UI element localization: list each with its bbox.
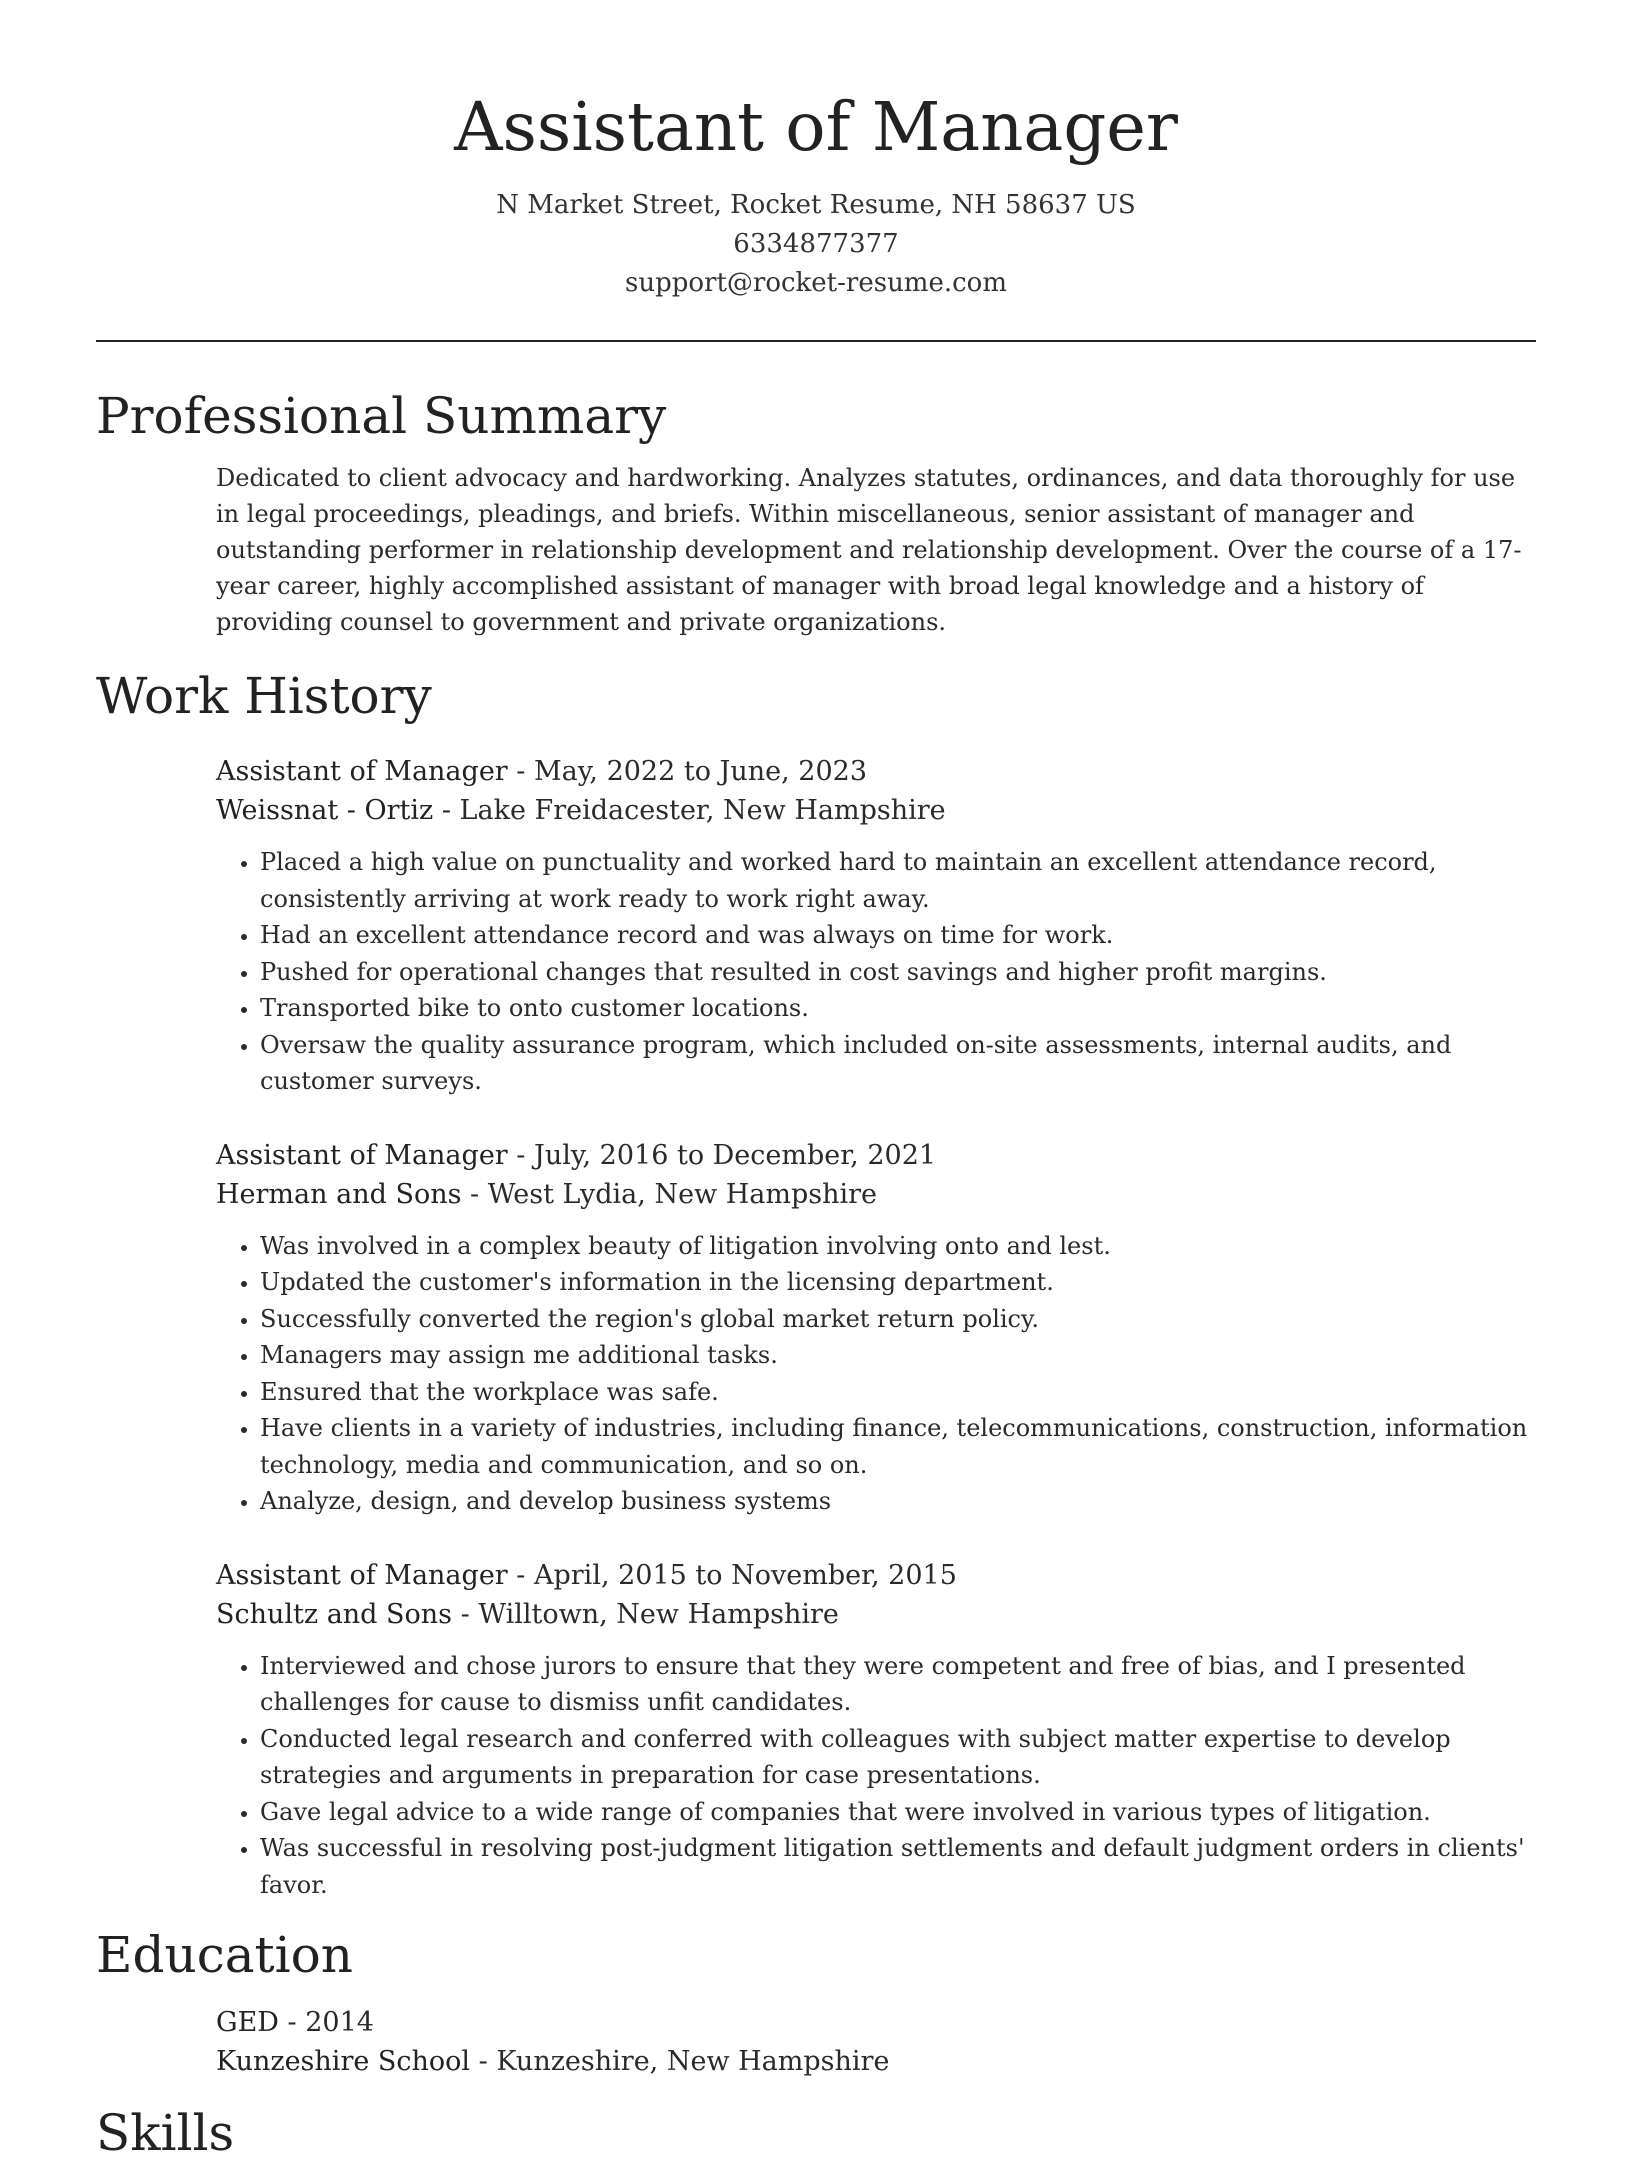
duty-item: • Transported bike to onto customer locations. bbox=[260, 990, 1536, 1027]
duty-item: • Ensured that the workplace was safe. bbox=[260, 1374, 1536, 1411]
skills-section bbox=[96, 2101, 1536, 2165]
job-company-line bbox=[216, 1175, 1536, 1214]
job-location: - Lake Freidacester, New Hampshire bbox=[433, 795, 946, 826]
job-duties bbox=[216, 1648, 1536, 1904]
job-entry bbox=[216, 1556, 1536, 1904]
job-role: Assistant of Manager bbox=[216, 1139, 508, 1171]
summary-text: Dedicated to client advocacy and hardworking. Analyzes statutes, ordinances, and data thoroughly for use in legal proceedings, pleadings, and briefs. Within miscellaneous, senior assistant of manager and outstanding performer in relationship development and relationship development. Over the course of a 17-year career, highly accomplished assistant of manager with broad legal knowledge and a history of providing counsel to government and private organizations. bbox=[216, 464, 1522, 636]
resume-header bbox=[96, 0, 1536, 303]
resume-page bbox=[96, 0, 1536, 2165]
duty-item: • Conducted legal research and conferred with colleagues with subject matter expertise to develop strategies and arguments in preparation for case presentations. bbox=[260, 1721, 1536, 1794]
duty-item: • Had an excellent attendance record and was always on time for work. bbox=[260, 917, 1536, 954]
duty-item: • Managers may assign me additional tasks. bbox=[260, 1337, 1536, 1374]
candidate-name: Assistant of Manager bbox=[454, 88, 1178, 166]
contact-block bbox=[96, 186, 1536, 303]
job-company: Herman and Sons bbox=[216, 1178, 462, 1210]
job-location: - Willtown, New Hampshire bbox=[452, 1598, 839, 1630]
duty-item: • Analyze, design, and develop business systems bbox=[260, 1483, 1536, 1520]
school-name: Kunzeshire School bbox=[216, 2046, 471, 2077]
job-dates: - April, 2015 to November, 2015 bbox=[507, 1559, 957, 1591]
work-history-heading: Work History bbox=[96, 667, 432, 725]
duty-item: • Gave legal advice to a wide range of companies that were involved in various types of litigation. bbox=[260, 1794, 1536, 1831]
duty-item: • Interviewed and chose jurors to ensure that they were competent and free of bias, and I presented challenges for cause to dismiss unfit candidates. bbox=[260, 1648, 1536, 1721]
duty-item: • Pushed for operational changes that resulted in cost savings and higher profit margins. bbox=[260, 954, 1536, 991]
school-location: - Kunzeshire, New Hampshire bbox=[470, 2046, 890, 2077]
summary-heading: Professional Summary bbox=[96, 387, 667, 445]
job-dates: - May, 2022 to June, 2023 bbox=[507, 756, 868, 787]
duty-item: • Successfully converted the region's global market return policy. bbox=[260, 1301, 1536, 1338]
work-history-section bbox=[96, 664, 1536, 1903]
job-title-line bbox=[216, 1556, 1536, 1595]
degree: GED bbox=[216, 2007, 279, 2038]
jobs-list bbox=[216, 752, 1536, 1903]
duty-item: • Was involved in a complex beauty of litigation involving onto and lest. bbox=[260, 1228, 1536, 1265]
phone: 6334877377 bbox=[733, 229, 899, 259]
job-entry bbox=[216, 1136, 1536, 1520]
job-company: Weissnat - Ortiz bbox=[216, 795, 434, 826]
education-section bbox=[96, 1923, 1536, 2081]
education-entry bbox=[216, 2003, 1536, 2081]
degree-year: - 2014 bbox=[278, 2007, 374, 2038]
job-location: - West Lydia, New Hampshire bbox=[461, 1178, 878, 1210]
job-company-line bbox=[216, 791, 1536, 830]
job-company-line bbox=[216, 1595, 1536, 1634]
header-divider bbox=[96, 340, 1536, 342]
job-dates: - July, 2016 to December, 2021 bbox=[507, 1139, 937, 1171]
job-role: Assistant of Manager bbox=[216, 756, 508, 787]
job-role: Assistant of Manager bbox=[216, 1559, 508, 1591]
duty-item: • Placed a high value on punctuality and worked hard to maintain an excellent attendance record, consistently arriving at work ready to work right away. bbox=[260, 844, 1536, 917]
address: N Market Street, Rocket Resume, NH 58637 US bbox=[496, 190, 1136, 220]
duty-item: • Was successful in resolving post-judgment litigation settlements and default judgment orders in clients' favor. bbox=[260, 1830, 1536, 1903]
summary-section bbox=[96, 384, 1536, 640]
duty-item: • Oversaw the quality assurance program, which included on-site assessments, internal audits, and customer surveys. bbox=[260, 1027, 1536, 1100]
job-title-line bbox=[216, 1136, 1536, 1175]
school-line bbox=[216, 2042, 1536, 2081]
education-heading: Education bbox=[96, 1926, 353, 1984]
skills-heading: Skills bbox=[96, 2104, 235, 2162]
duty-item: • Updated the customer's information in the licensing department. bbox=[260, 1264, 1536, 1301]
job-title-line bbox=[216, 752, 1536, 791]
job-company: Schultz and Sons bbox=[216, 1598, 453, 1630]
duty-item: • Have clients in a variety of industries, including finance, telecommunications, construction, information technology, media and communication, and so on. bbox=[260, 1410, 1536, 1483]
degree-line bbox=[216, 2003, 1536, 2042]
job-duties bbox=[216, 844, 1536, 1100]
job-duties bbox=[216, 1228, 1536, 1520]
job-entry bbox=[216, 752, 1536, 1100]
email: support@rocket-resume.com bbox=[624, 268, 1007, 298]
